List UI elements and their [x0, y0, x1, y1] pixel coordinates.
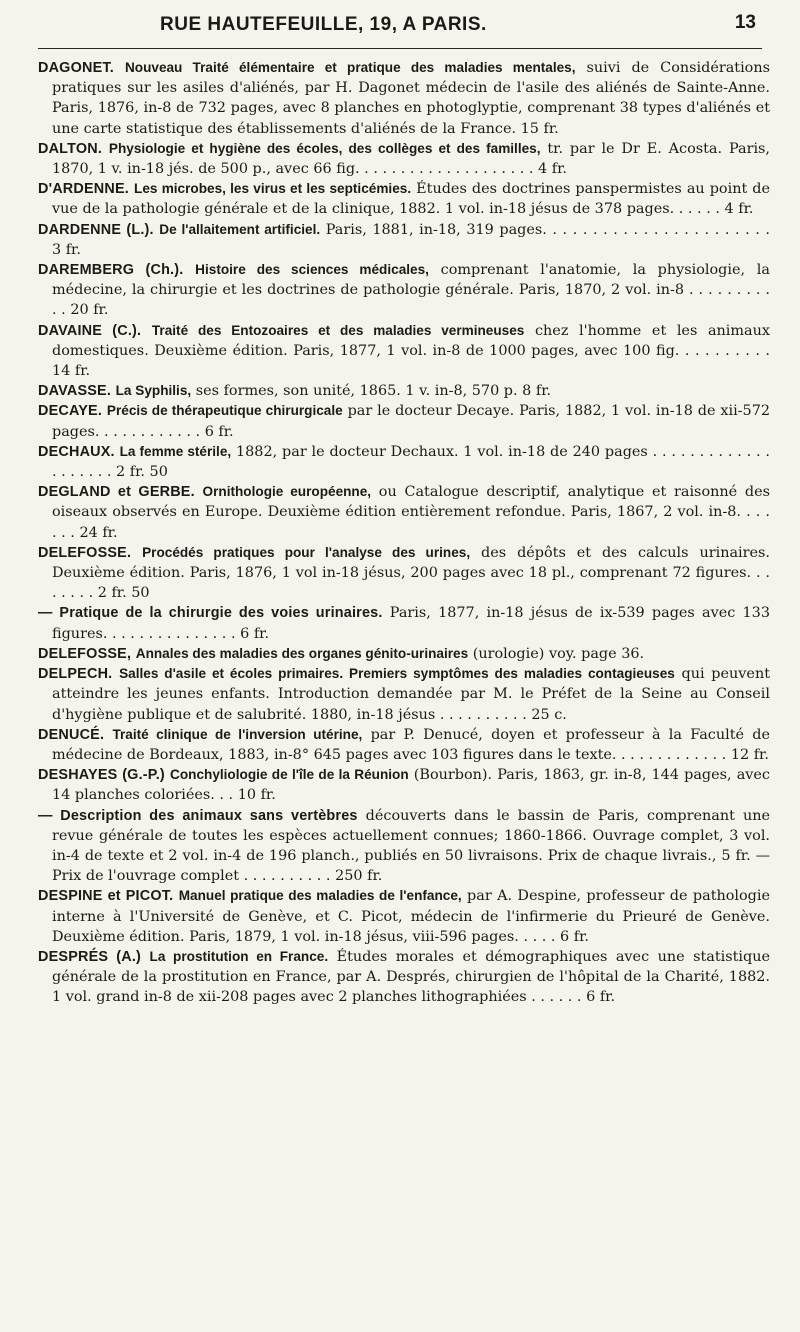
- page-number: 13: [734, 12, 756, 33]
- entry-price: 14 fr.: [52, 363, 91, 380]
- catalog-entry: [38, 725, 770, 765]
- entry-description: (Bourbon). Paris, 1863, gr. in-8, 144 pages, avec 14 planches coloriées. . .: [52, 767, 770, 804]
- catalog-entry: [38, 644, 770, 664]
- entry-description: ses formes, son unité, 1865. 1 v. in-8, 570 p.: [195, 383, 518, 400]
- entry-description: suivi de Considérations pratiques sur les asiles d'aliénés, par H. Dagonet médecin de l'asile des aliénés de Sainte-Anne. Paris, 1876, in-8 de 732 pages, avec 8 planches en photoglyptie, comprenant 38 types d'aliénés et une carte statistique des établissements d'aliénés de la France.: [52, 60, 770, 137]
- running-title: RUE HAUTEFEUILLE, 19, A PARIS.: [160, 14, 487, 35]
- entry-author: DAVASSE.: [38, 383, 112, 400]
- entry-title: Précis de thérapeutique chirurgicale: [106, 403, 343, 419]
- entry-author: DELPECH.: [38, 666, 113, 683]
- catalog-entry: [38, 543, 770, 604]
- entry-description: Paris, 1877, in-18 jésus de ix-539 pages avec 133 figures. . . . . . . . . . . . . . .: [52, 605, 770, 642]
- entry-title: Annales des maladies des organes génito-urinaires: [135, 645, 469, 661]
- catalog-entry: [38, 482, 770, 543]
- entry-author: — Pratique de la chirurgie des voies urinaires.: [38, 605, 383, 622]
- entry-description: par A. Despine, professeur de pathologie interne à l'Université de Genève, et C. Picot, médecin de l'infirmerie du Prieuré de Genève. Deuxième édition. Paris, 1879, 1 vol. in-18 jésus, viii-596 pages. . . . .: [52, 888, 770, 945]
- entry-price: 3 fr.: [52, 241, 81, 258]
- entry-author: DEGLAND et GERBE.: [38, 484, 195, 501]
- catalog-entry: [38, 260, 770, 321]
- entry-price: 12 fr.: [730, 746, 769, 763]
- catalog-entry: [38, 58, 770, 139]
- entry-description: comprenant l'anatomie, la physiologie, la médecine, la chirurgie et les doctrines de pathologie générale. Paris, 1870, 2 vol. in-8 . . . . . . . . . . .: [52, 262, 770, 319]
- header-rule: [38, 48, 762, 49]
- entry-price: 4 fr.: [724, 201, 754, 218]
- entry-price: 2 fr. 50: [97, 585, 150, 602]
- entry-author: DESHAYES (G.-P.): [38, 767, 165, 784]
- entry-author: DESPINE et PICOT.: [38, 888, 174, 905]
- entry-author: DAVAINE (C.).: [38, 322, 142, 339]
- entry-description: Études morales et démographiques avec une statistique générale de la prostitution en France, par A. Després, chirurgien de l'hôpital de la Charité, 1882. 1 vol. grand in-8 de xii-208 pages avec 2 planches lithographiées . . . . . .: [52, 948, 771, 1006]
- entry-description: Paris, 1881, in-18, 319 pages. . . . . . . . . . . . . . . . . . . . . . .: [325, 221, 770, 238]
- entry-price: 20 fr.: [70, 302, 109, 319]
- catalog-entry: [38, 139, 770, 179]
- catalog-entry: [38, 381, 770, 401]
- catalog-entry: [38, 442, 770, 482]
- entry-description: ou Catalogue descriptif, analytique et raisonné des oiseaux observés en Europe. Deuxième édition entièrement refondue. Paris, 1867, 2 vol. in-8. . . . . . .: [52, 484, 770, 541]
- entry-author: DECAYE.: [38, 403, 103, 420]
- catalog-entry: [38, 765, 770, 805]
- catalog-entry: [38, 806, 770, 887]
- entry-author: DAGONET.: [38, 60, 114, 76]
- entry-title: Salles d'asile et écoles primaires. Premiers symptômes des maladies contagieuses: [119, 666, 675, 682]
- entry-author: DENUCÉ.: [38, 726, 105, 743]
- entry-description: par le docteur Decaye. Paris, 1882, 1 vol. in-18 de xii-572 pages. . . . . . . . . . . .: [52, 403, 771, 440]
- catalog-entry: [38, 220, 770, 260]
- entry-description: tr. par le Dr E. Acosta. Paris, 1870, 1 v. in-18 jés. de 500 p., avec 66 fig. . . . . . . . . . . . . . . . . . . .: [52, 140, 771, 178]
- catalog-entry: [38, 947, 770, 1008]
- catalog-entry: [38, 664, 770, 725]
- entry-author: DELEFOSSE,: [38, 645, 132, 662]
- entry-price: 250 fr.: [335, 868, 383, 885]
- page-header: [0, 0, 800, 56]
- entry-title: Physiologie et hygiène des écoles, des collèges et des familles,: [108, 140, 541, 156]
- entry-title: De l'allaitement artificiel.: [159, 221, 321, 237]
- entry-author: DELEFOSSE.: [38, 544, 132, 561]
- entry-description: qui peuvent atteindre les jeunes enfants. Introduction demandée par M. le Préfet de la Seine au Conseil d'hygiène publique et de salubrité. 1880, in-18 jésus . . . . . . . . . .: [52, 666, 771, 723]
- entry-description: (urologie) voy. page 36.: [472, 645, 645, 662]
- entry-price: 6 fr.: [240, 625, 270, 642]
- entry-title: La femme stérile,: [119, 443, 232, 459]
- entry-price: 8 fr.: [522, 383, 552, 400]
- catalog-entry: [38, 179, 770, 219]
- entry-title: Les microbes, les virus et les septicémies.: [134, 181, 412, 197]
- entry-description: chez l'homme et les animaux domestiques. Deuxième édition. Paris, 1877, 1 vol. in-8 de 1000 pages, avec 100 fig. . . . . . . . . .: [52, 322, 771, 359]
- entry-price: 25 c.: [531, 706, 567, 723]
- entry-author: DECHAUX.: [38, 443, 115, 460]
- entry-description: par P. Denucé, doyen et professeur à la Faculté de médecine de Bordeaux, 1883, in-8° 645 pages avec 103 figures dans le texte. . . . . . . . . . . . .: [52, 726, 771, 763]
- entry-price: 6 fr.: [204, 423, 234, 440]
- entry-price: 6 fr.: [560, 928, 589, 945]
- entry-author: DAREMBERG (Ch.).: [38, 262, 184, 279]
- catalog-entry: [38, 603, 770, 643]
- entry-description: découverts dans le bassin de Paris, comprenant une revue générale de toutes les espèces actuellement connues; 1860-1866. Ouvrage complet, 3 vol. in-4 de texte et 2 vol. in-4 de 196 planch., publiés en 50 livraisons. Prix de chaque livrais., 5 fr. — Prix de l'ouvrage complet . . . . . . . . . .: [52, 807, 770, 885]
- entry-title: Ornithologie européenne,: [202, 484, 372, 500]
- entry-title: Traité des Entozoaires et des maladies vermineuses: [151, 322, 525, 338]
- entry-title: Procédés pratiques pour l'analyse des urines,: [142, 544, 471, 560]
- entry-price: 2 fr. 50: [116, 464, 168, 481]
- entry-title: La Syphilis,: [115, 383, 192, 399]
- entry-description: Études des doctrines panspermistes au point de vue de la pathologie générale et de la clinique, 1882. 1 vol. in-18 jésus de 378 pages. . . . . .: [52, 181, 771, 218]
- entry-price: 24 fr.: [79, 524, 118, 541]
- entry-author: DESPRÉS (A.): [38, 948, 142, 965]
- entry-price: 15 fr.: [520, 120, 559, 137]
- entry-title: Nouveau Traité élémentaire et pratique des maladies mentales,: [124, 60, 576, 75]
- entry-title: Conchyliologie de l'île de la Réunion: [170, 767, 409, 783]
- catalog-entries: [38, 58, 770, 1008]
- entry-author: D'ARDENNE.: [38, 181, 129, 198]
- catalog-entry: [38, 321, 770, 382]
- entry-description: des dépôts et des calculs urinaires. Deuxième édition. Paris, 1876, 1 vol in-18 jésus, 200 pages avec 18 pl., comprenant 72 figures. . . . . . . .: [52, 544, 770, 602]
- entry-price: 4 fr.: [538, 161, 567, 178]
- catalog-entry: [38, 401, 770, 441]
- entry-price: 10 fr.: [237, 787, 276, 804]
- entry-price: 6 fr.: [586, 989, 616, 1006]
- entry-description: 1882, par le docteur Dechaux. 1 vol. in-18 de 240 pages . . . . . . . . . . . . . . . . . . . .: [52, 443, 770, 481]
- entry-author: — Description des animaux sans vertèbres: [38, 807, 358, 824]
- entry-author: DARDENNE (L.).: [38, 221, 154, 238]
- entry-title: Manuel pratique des maladies de l'enfance,: [178, 888, 462, 904]
- entry-title: La prostitution en France.: [149, 948, 329, 964]
- entry-author: DALTON.: [38, 140, 103, 157]
- catalog-entry: [38, 886, 770, 947]
- entry-title: Histoire des sciences médicales,: [195, 262, 429, 278]
- entry-title: Traité clinique de l'inversion utérine,: [112, 726, 363, 742]
